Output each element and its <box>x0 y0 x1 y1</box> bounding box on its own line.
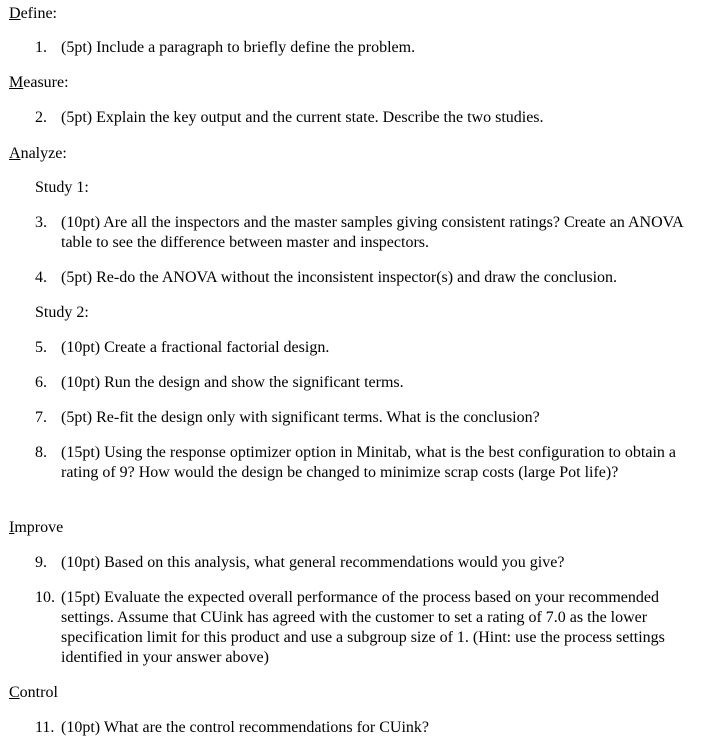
heading-rest: ontrol <box>19 684 58 701</box>
item-text: (10pt) Run the design and show the significant terms. <box>61 374 404 391</box>
heading-rest: easure: <box>23 74 69 91</box>
list-item <box>35 588 699 668</box>
list-item <box>35 38 699 58</box>
heading-initial: D <box>9 5 21 22</box>
item-text: (5pt) Include a paragraph to briefly define the problem. <box>61 39 416 56</box>
item-text: (10pt) Create a fractional factorial design. <box>61 339 330 356</box>
item-number: 5. <box>35 339 47 356</box>
list-item <box>35 718 699 738</box>
list-item <box>35 268 699 288</box>
list-item <box>35 338 699 358</box>
item-text: (15pt) Using the response optimizer option in Minitab, what is the best configuration to obtain a rating of 9? How would the design be changed to minimize scrap costs (large Pot life)? <box>61 444 676 481</box>
item-number: 6. <box>35 374 47 391</box>
heading-rest: efine: <box>20 5 57 22</box>
item-number: 3. <box>35 214 47 231</box>
item-number: 2. <box>35 109 47 126</box>
heading-initial: M <box>9 74 24 91</box>
list-item <box>35 408 699 428</box>
item-text: (10pt) What are the control recommendations for CUink? <box>61 719 430 736</box>
item-text: (5pt) Re-do the ANOVA without the inconsistent inspector(s) and draw the conclusion. <box>61 269 618 286</box>
section-heading-define <box>9 4 57 24</box>
list-item <box>35 553 699 573</box>
item-number: 10. <box>35 589 55 606</box>
item-number: 8. <box>35 444 47 461</box>
heading-rest: mprove <box>14 519 64 536</box>
item-text: (10pt) Based on this analysis, what general recommendations would you give? <box>61 554 565 571</box>
study-2-label: Study 2: <box>35 304 89 321</box>
item-number: 1. <box>35 39 47 56</box>
section-heading-improve <box>9 518 63 538</box>
list-item <box>35 213 699 253</box>
item-text: (5pt) Re-fit the design only with significant terms. What is the conclusion? <box>61 409 540 426</box>
item-number: 7. <box>35 409 47 426</box>
list-item <box>35 108 699 128</box>
heading-initial: C <box>9 684 20 701</box>
section-heading-measure <box>9 73 69 93</box>
item-text: (15pt) Evaluate the expected overall performance of the process based on your recommended settings. Assume that CUink has agreed with the customer to set a rating of 7.0 as the lower specification limit for this product and use a subgroup size of 1. (Hint: use the process settings identified in your answer above) <box>61 589 665 666</box>
heading-rest: nalyze: <box>20 145 67 162</box>
section-heading-analyze <box>9 144 67 164</box>
item-number: 11. <box>35 719 55 736</box>
list-item <box>35 443 699 483</box>
section-heading-control <box>9 683 58 703</box>
item-number: 4. <box>35 269 47 286</box>
item-text: (5pt) Explain the key output and the current state. Describe the two studies. <box>61 109 544 126</box>
heading-initial: A <box>9 145 21 162</box>
study-1-label: Study 1: <box>35 179 89 196</box>
list-item <box>35 373 699 393</box>
item-text: (10pt) Are all the inspectors and the master samples giving consistent ratings? Create an ANOVA table to see the difference between master and inspectors. <box>61 214 683 251</box>
heading-initial: I <box>9 519 15 536</box>
item-number: 9. <box>35 554 47 571</box>
